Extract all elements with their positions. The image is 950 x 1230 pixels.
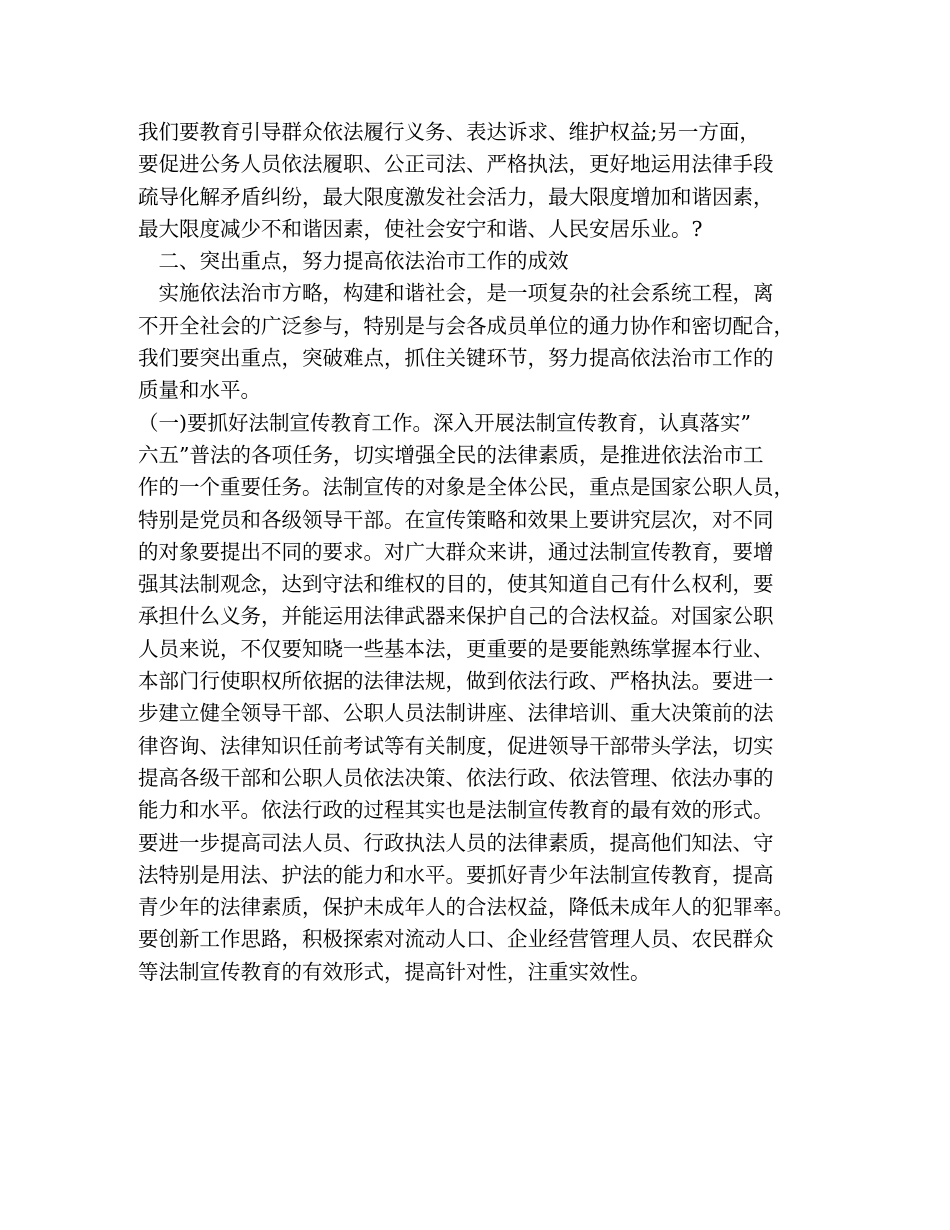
text-line: 不开全社会的广泛参与，特别是与会各成员单位的通力协作和密切配合，	[138, 313, 794, 338]
text-line: 作的一个重要任务。法制宣传的对象是全体公民，重点是国家公职人员，	[138, 475, 794, 500]
text-line: 我们要突出重点，突破难点，抓住关键环节，努力提高依法治市工作的	[138, 346, 774, 371]
text-line: 要创新工作思路，积极探索对流动人口、企业经营管理人员、农民群众	[138, 927, 774, 952]
text-line: 律咨询、法律知识任前考试等有关制度，促进领导干部带头学法，切实	[138, 733, 774, 758]
text-line: 法特别是用法、护法的能力和水平。要抓好青少年法制宣传教育，提高	[138, 862, 774, 887]
document-body	[138, 116, 838, 988]
text-line: 要促进公务人员依法履职、公正司法、严格执法，更好地运用法律手段	[138, 152, 774, 177]
text-line: 质量和水平。	[138, 378, 261, 403]
text-line: 特别是党员和各级领导干部。在宣传策略和效果上要讲究层次，对不同	[138, 507, 774, 532]
text-line: 强其法制观念，达到守法和维权的目的，使其知道自己有什么权利，要	[138, 572, 774, 597]
text-line: （一)要抓好法制宣传教育工作。深入开展法制宣传教育，认真落实”	[138, 410, 751, 435]
text-line: 实施依法治市方略，构建和谐社会，是一项复杂的社会系统工程，离	[138, 281, 774, 306]
text-line: 疏导化解矛盾纠纷，最大限度激发社会活力，最大限度增加和谐因素，	[138, 184, 774, 209]
text-line: 等法制宣传教育的有效形式，提高针对性，注重实效性。	[138, 959, 651, 984]
text-line: 六五”普法的各项任务，切实增强全民的法律素质，是推进依法治市工	[138, 442, 764, 467]
text-line: 最大限度减少不和谐因素，使社会安宁和谐、人民安居乐业。?	[138, 216, 703, 241]
text-line: 人员来说，不仅要知晓一些基本法，更重要的是要能熟练掌握本行业、	[138, 636, 774, 661]
section-heading: 二、突出重点，努力提高依法治市工作的成效	[138, 249, 569, 274]
text-line: 的对象要提出不同的要求。对广大群众来讲，通过法制宣传教育，要增	[138, 539, 774, 564]
text-line: 要进一步提高司法人员、行政执法人员的法律素质，提高他们知法、守	[138, 830, 774, 855]
text-line: 步建立健全领导干部、公职人员法制讲座、法律培训、重大决策前的法	[138, 701, 774, 726]
text-line: 能力和水平。依法行政的过程其实也是法制宣传教育的最有效的形式。	[138, 798, 774, 823]
text-line: 承担什么义务，并能运用法律武器来保护自己的合法权益。对国家公职	[138, 604, 774, 629]
text-line: 我们要教育引导群众依法履行义务、表达诉求、维护权益;另一方面，	[138, 120, 760, 144]
text-line: 本部门行使职权所依据的法律法规，做到依法行政、严格执法。要进一	[138, 669, 774, 694]
text-line: 青少年的法律素质，保护未成年人的合法权益，降低未成年人的犯罪率。	[138, 895, 794, 920]
text-line: 提高各级干部和公职人员依法决策、依法行政、依法管理、依法办事的	[138, 765, 774, 790]
